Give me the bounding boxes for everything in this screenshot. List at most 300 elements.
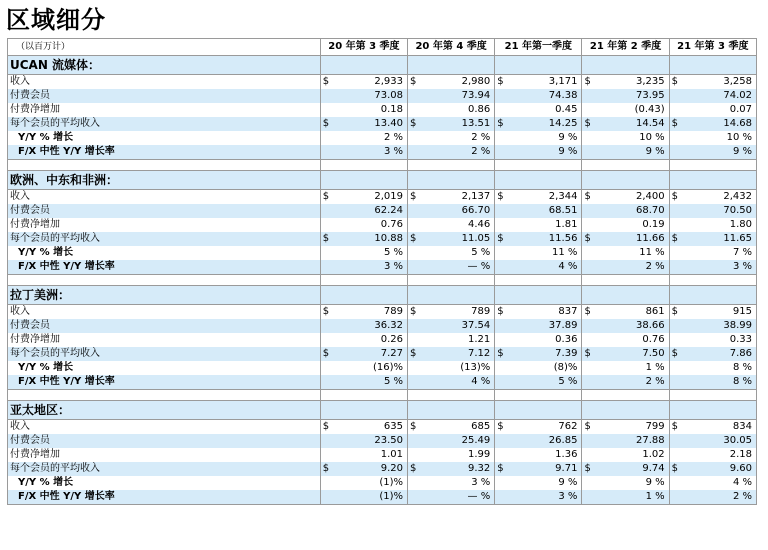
currency-symbol: $ bbox=[582, 117, 594, 131]
table-cell: 8 % bbox=[681, 361, 756, 375]
table-cell: 7.27 bbox=[332, 347, 407, 361]
currency-symbol bbox=[320, 89, 332, 103]
table-cell: — % bbox=[420, 260, 495, 275]
table-cell: 5 % bbox=[332, 246, 407, 260]
table-row bbox=[8, 361, 757, 375]
row-label: 付费净增加 bbox=[8, 333, 321, 347]
table-cell: 4 % bbox=[681, 476, 756, 490]
currency-symbol: $ bbox=[495, 117, 507, 131]
currency-symbol bbox=[669, 333, 681, 347]
table-cell: 7.86 bbox=[681, 347, 756, 361]
table-cell: 799 bbox=[594, 420, 669, 435]
currency-symbol: $ bbox=[669, 305, 681, 320]
currency-symbol bbox=[495, 89, 507, 103]
currency-symbol: $ bbox=[582, 420, 594, 435]
currency-symbol bbox=[320, 361, 332, 375]
row-label: F/X 中性 Y/Y 增长率 bbox=[8, 375, 321, 390]
row-label: F/X 中性 Y/Y 增长率 bbox=[8, 490, 321, 505]
currency-symbol: $ bbox=[408, 190, 420, 205]
currency-symbol bbox=[320, 319, 332, 333]
page-title: 区域细分 bbox=[6, 6, 106, 34]
column-header: 20 年第 3 季度 bbox=[320, 39, 407, 56]
table-cell: 915 bbox=[681, 305, 756, 320]
row-label: Y/Y % 增长 bbox=[8, 246, 321, 260]
table-cell: 1 % bbox=[594, 490, 669, 505]
spacer-row bbox=[8, 275, 757, 286]
table-cell: 9.32 bbox=[420, 462, 495, 476]
table-cell: (1)% bbox=[332, 490, 407, 505]
row-label: 付费会员 bbox=[8, 434, 321, 448]
row-label: 每个会员的平均收入 bbox=[8, 462, 321, 476]
currency-symbol bbox=[582, 361, 594, 375]
currency-symbol: $ bbox=[495, 75, 507, 90]
table-row bbox=[8, 420, 757, 435]
currency-symbol bbox=[495, 145, 507, 160]
row-label: 付费净增加 bbox=[8, 218, 321, 232]
table-row bbox=[8, 117, 757, 131]
row-label: 每个会员的平均收入 bbox=[8, 232, 321, 246]
currency-symbol bbox=[495, 204, 507, 218]
table-cell: 27.88 bbox=[594, 434, 669, 448]
currency-symbol bbox=[320, 218, 332, 232]
table-cell: 861 bbox=[594, 305, 669, 320]
table-cell: 2,432 bbox=[681, 190, 756, 205]
table-cell: 1.36 bbox=[507, 448, 582, 462]
table-cell: 3,258 bbox=[681, 75, 756, 90]
table-cell: — % bbox=[420, 490, 495, 505]
currency-symbol bbox=[669, 448, 681, 462]
table-cell: 37.54 bbox=[420, 319, 495, 333]
currency-symbol: $ bbox=[495, 232, 507, 246]
table-cell: 13.51 bbox=[420, 117, 495, 131]
currency-symbol: $ bbox=[495, 347, 507, 361]
table-cell: 0.76 bbox=[594, 333, 669, 347]
row-label: 每个会员的平均收入 bbox=[8, 347, 321, 361]
row-label: 收入 bbox=[8, 190, 321, 205]
table-cell: 10.88 bbox=[332, 232, 407, 246]
currency-symbol: $ bbox=[320, 190, 332, 205]
table-row bbox=[8, 305, 757, 320]
currency-symbol bbox=[582, 218, 594, 232]
table-row bbox=[8, 434, 757, 448]
table-cell: 1.02 bbox=[594, 448, 669, 462]
table-cell: 0.86 bbox=[420, 103, 495, 117]
table-cell: 5 % bbox=[332, 375, 407, 390]
currency-symbol bbox=[669, 375, 681, 390]
currency-symbol: $ bbox=[669, 232, 681, 246]
currency-symbol bbox=[495, 103, 507, 117]
table-cell: 11.66 bbox=[594, 232, 669, 246]
table-cell: 14.68 bbox=[681, 117, 756, 131]
table-cell: 2,019 bbox=[332, 190, 407, 205]
currency-symbol: $ bbox=[408, 420, 420, 435]
currency-symbol bbox=[408, 260, 420, 275]
table-row bbox=[8, 190, 757, 205]
currency-symbol: $ bbox=[582, 305, 594, 320]
table-cell: (8)% bbox=[507, 361, 582, 375]
currency-symbol bbox=[320, 145, 332, 160]
table-cell: 10 % bbox=[681, 131, 756, 145]
table-row bbox=[8, 145, 757, 160]
table-cell: 74.02 bbox=[681, 89, 756, 103]
currency-symbol: $ bbox=[495, 462, 507, 476]
table-cell: (16)% bbox=[332, 361, 407, 375]
currency-symbol bbox=[495, 319, 507, 333]
currency-symbol bbox=[669, 131, 681, 145]
table-cell: 9.71 bbox=[507, 462, 582, 476]
currency-symbol: $ bbox=[582, 232, 594, 246]
currency-symbol: $ bbox=[408, 232, 420, 246]
table-cell: 3,171 bbox=[507, 75, 582, 90]
currency-symbol bbox=[408, 131, 420, 145]
currency-symbol bbox=[669, 145, 681, 160]
table-row bbox=[8, 347, 757, 361]
currency-symbol bbox=[320, 260, 332, 275]
currency-symbol bbox=[582, 145, 594, 160]
currency-symbol: $ bbox=[669, 117, 681, 131]
table-cell: 9.74 bbox=[594, 462, 669, 476]
table-cell: 11 % bbox=[594, 246, 669, 260]
table-cell: 4.46 bbox=[420, 218, 495, 232]
table-cell: 7.39 bbox=[507, 347, 582, 361]
table-cell: 2 % bbox=[420, 131, 495, 145]
column-header: 21 年第 3 季度 bbox=[669, 39, 756, 56]
table-cell: 789 bbox=[332, 305, 407, 320]
table-cell: 762 bbox=[507, 420, 582, 435]
table-cell: 1.99 bbox=[420, 448, 495, 462]
currency-symbol bbox=[582, 490, 594, 505]
currency-symbol bbox=[408, 145, 420, 160]
currency-symbol bbox=[582, 333, 594, 347]
currency-symbol bbox=[408, 319, 420, 333]
table-row bbox=[8, 103, 757, 117]
table-cell: 1 % bbox=[594, 361, 669, 375]
currency-symbol: $ bbox=[582, 347, 594, 361]
currency-symbol bbox=[495, 260, 507, 275]
table-cell: 1.21 bbox=[420, 333, 495, 347]
table-cell: 0.18 bbox=[332, 103, 407, 117]
currency-symbol bbox=[408, 103, 420, 117]
currency-symbol bbox=[408, 89, 420, 103]
table-row bbox=[8, 131, 757, 145]
section-title: UCAN 流媒体： bbox=[8, 56, 321, 75]
currency-symbol: $ bbox=[582, 462, 594, 476]
currency-symbol bbox=[320, 103, 332, 117]
row-label: 付费会员 bbox=[8, 89, 321, 103]
table-cell: 30.05 bbox=[681, 434, 756, 448]
currency-symbol bbox=[320, 434, 332, 448]
table-cell: 4 % bbox=[507, 260, 582, 275]
currency-symbol: $ bbox=[320, 232, 332, 246]
row-label: 每个会员的平均收入 bbox=[8, 117, 321, 131]
currency-symbol bbox=[495, 375, 507, 390]
column-header: 20 年第 4 季度 bbox=[408, 39, 495, 56]
table-cell: 9 % bbox=[594, 145, 669, 160]
table-cell: 2 % bbox=[681, 490, 756, 505]
table-cell: 9 % bbox=[507, 476, 582, 490]
table-row bbox=[8, 75, 757, 90]
currency-symbol bbox=[495, 333, 507, 347]
currency-symbol bbox=[408, 361, 420, 375]
table-cell: 14.54 bbox=[594, 117, 669, 131]
table-cell: 1.01 bbox=[332, 448, 407, 462]
table-cell: 14.25 bbox=[507, 117, 582, 131]
currency-symbol: $ bbox=[320, 75, 332, 90]
currency-symbol: $ bbox=[582, 75, 594, 90]
table-row bbox=[8, 218, 757, 232]
table-cell: 9 % bbox=[507, 145, 582, 160]
row-label: Y/Y % 增长 bbox=[8, 476, 321, 490]
table-cell: 73.08 bbox=[332, 89, 407, 103]
row-label: F/X 中性 Y/Y 增长率 bbox=[8, 145, 321, 160]
currency-symbol: $ bbox=[669, 420, 681, 435]
row-label: Y/Y % 增长 bbox=[8, 131, 321, 145]
currency-symbol: $ bbox=[320, 117, 332, 131]
header-row bbox=[8, 39, 757, 56]
section-title: 亚太地区： bbox=[8, 401, 321, 420]
currency-symbol bbox=[495, 434, 507, 448]
currency-symbol bbox=[320, 476, 332, 490]
table-cell: 7.50 bbox=[594, 347, 669, 361]
currency-symbol bbox=[495, 476, 507, 490]
currency-symbol: $ bbox=[495, 305, 507, 320]
currency-symbol bbox=[408, 434, 420, 448]
table-cell: 66.70 bbox=[420, 204, 495, 218]
currency-symbol: $ bbox=[669, 462, 681, 476]
currency-symbol bbox=[669, 476, 681, 490]
currency-symbol bbox=[320, 333, 332, 347]
currency-symbol bbox=[669, 246, 681, 260]
table-cell: 2 % bbox=[420, 145, 495, 160]
table-cell: 73.94 bbox=[420, 89, 495, 103]
table-cell: 3 % bbox=[507, 490, 582, 505]
currency-symbol bbox=[669, 434, 681, 448]
spacer-row bbox=[8, 160, 757, 171]
spacer-row bbox=[8, 390, 757, 401]
currency-symbol: $ bbox=[669, 347, 681, 361]
table-cell: (13)% bbox=[420, 361, 495, 375]
currency-symbol bbox=[320, 131, 332, 145]
table-row bbox=[8, 333, 757, 347]
table-row bbox=[8, 232, 757, 246]
table-cell: 2,980 bbox=[420, 75, 495, 90]
unit-label: （以百万计） bbox=[8, 39, 321, 56]
table-row bbox=[8, 319, 757, 333]
row-label: 付费会员 bbox=[8, 319, 321, 333]
currency-symbol bbox=[669, 361, 681, 375]
table-cell: 5 % bbox=[507, 375, 582, 390]
currency-symbol: $ bbox=[582, 190, 594, 205]
currency-symbol bbox=[408, 375, 420, 390]
currency-symbol bbox=[320, 448, 332, 462]
table-cell: 37.89 bbox=[507, 319, 582, 333]
table-cell: 9 % bbox=[507, 131, 582, 145]
table-cell: 68.70 bbox=[594, 204, 669, 218]
table-row bbox=[8, 375, 757, 390]
currency-symbol bbox=[582, 319, 594, 333]
currency-symbol: $ bbox=[408, 117, 420, 131]
row-label: F/X 中性 Y/Y 增长率 bbox=[8, 260, 321, 275]
table-cell: 2 % bbox=[594, 260, 669, 275]
currency-symbol bbox=[320, 246, 332, 260]
section-header-row bbox=[8, 56, 757, 75]
currency-symbol bbox=[582, 448, 594, 462]
table-cell: 685 bbox=[420, 420, 495, 435]
table-cell: 36.32 bbox=[332, 319, 407, 333]
table-cell: 0.45 bbox=[507, 103, 582, 117]
table-cell: 0.19 bbox=[594, 218, 669, 232]
currency-symbol bbox=[408, 490, 420, 505]
currency-symbol bbox=[408, 476, 420, 490]
table-row bbox=[8, 476, 757, 490]
table-cell: 11 % bbox=[507, 246, 582, 260]
column-header: 21 年第一季度 bbox=[495, 39, 582, 56]
currency-symbol bbox=[669, 103, 681, 117]
currency-symbol bbox=[582, 375, 594, 390]
currency-symbol bbox=[408, 246, 420, 260]
table-cell: 834 bbox=[681, 420, 756, 435]
table-cell: 25.49 bbox=[420, 434, 495, 448]
table-cell: 10 % bbox=[594, 131, 669, 145]
currency-symbol bbox=[320, 490, 332, 505]
currency-symbol: $ bbox=[408, 305, 420, 320]
currency-symbol bbox=[582, 434, 594, 448]
currency-symbol bbox=[582, 89, 594, 103]
currency-symbol bbox=[582, 246, 594, 260]
table-cell: 635 bbox=[332, 420, 407, 435]
table-cell: 3 % bbox=[332, 145, 407, 160]
table-cell: 3 % bbox=[332, 260, 407, 275]
table-row bbox=[8, 448, 757, 462]
table-cell: 26.85 bbox=[507, 434, 582, 448]
table-cell: 9 % bbox=[594, 476, 669, 490]
table-row bbox=[8, 204, 757, 218]
section-title: 拉丁美洲： bbox=[8, 286, 321, 305]
table-cell: 38.99 bbox=[681, 319, 756, 333]
table-cell: 2 % bbox=[332, 131, 407, 145]
table-cell: 3 % bbox=[420, 476, 495, 490]
table-cell: 1.80 bbox=[681, 218, 756, 232]
table-cell: 8 % bbox=[681, 375, 756, 390]
table-cell: 38.66 bbox=[594, 319, 669, 333]
currency-symbol bbox=[320, 375, 332, 390]
table-cell: 2.18 bbox=[681, 448, 756, 462]
section-header-row bbox=[8, 286, 757, 305]
table-cell: (0.43) bbox=[594, 103, 669, 117]
table-cell: 3 % bbox=[681, 260, 756, 275]
table-row bbox=[8, 490, 757, 505]
row-label: 付费净增加 bbox=[8, 103, 321, 117]
currency-symbol bbox=[582, 204, 594, 218]
table-cell: 62.24 bbox=[332, 204, 407, 218]
currency-symbol bbox=[408, 218, 420, 232]
currency-symbol bbox=[669, 260, 681, 275]
table-cell: 0.26 bbox=[332, 333, 407, 347]
currency-symbol bbox=[495, 131, 507, 145]
currency-symbol: $ bbox=[320, 305, 332, 320]
table-cell: 0.36 bbox=[507, 333, 582, 347]
currency-symbol bbox=[408, 333, 420, 347]
row-label: 收入 bbox=[8, 305, 321, 320]
currency-symbol: $ bbox=[320, 420, 332, 435]
section-header-row bbox=[8, 401, 757, 420]
currency-symbol bbox=[582, 131, 594, 145]
table-cell: 11.05 bbox=[420, 232, 495, 246]
table-cell: 2 % bbox=[594, 375, 669, 390]
row-label: 收入 bbox=[8, 75, 321, 90]
row-label: 收入 bbox=[8, 420, 321, 435]
currency-symbol: $ bbox=[669, 75, 681, 90]
table-cell: 9 % bbox=[681, 145, 756, 160]
currency-symbol bbox=[582, 103, 594, 117]
currency-symbol: $ bbox=[669, 190, 681, 205]
row-label: 付费会员 bbox=[8, 204, 321, 218]
table-cell: 0.76 bbox=[332, 218, 407, 232]
table-body bbox=[8, 56, 757, 505]
table-cell: 0.07 bbox=[681, 103, 756, 117]
section-header-row bbox=[8, 171, 757, 190]
table-cell: 0.33 bbox=[681, 333, 756, 347]
currency-symbol bbox=[495, 490, 507, 505]
table-cell: 2,137 bbox=[420, 190, 495, 205]
table-cell: 7.12 bbox=[420, 347, 495, 361]
currency-symbol: $ bbox=[408, 347, 420, 361]
table-cell: 70.50 bbox=[681, 204, 756, 218]
table-cell: 789 bbox=[420, 305, 495, 320]
currency-symbol: $ bbox=[320, 462, 332, 476]
table-cell: 3,235 bbox=[594, 75, 669, 90]
table-row bbox=[8, 89, 757, 103]
currency-symbol bbox=[408, 448, 420, 462]
table-cell: (1)% bbox=[332, 476, 407, 490]
currency-symbol: $ bbox=[408, 462, 420, 476]
table-row bbox=[8, 462, 757, 476]
currency-symbol bbox=[582, 476, 594, 490]
currency-symbol bbox=[669, 218, 681, 232]
regional-breakdown-table bbox=[7, 38, 757, 505]
table-cell: 5 % bbox=[420, 246, 495, 260]
currency-symbol bbox=[495, 218, 507, 232]
table-cell: 11.56 bbox=[507, 232, 582, 246]
currency-symbol bbox=[669, 89, 681, 103]
currency-symbol: $ bbox=[495, 190, 507, 205]
table-cell: 7 % bbox=[681, 246, 756, 260]
table-cell: 68.51 bbox=[507, 204, 582, 218]
currency-symbol bbox=[669, 204, 681, 218]
currency-symbol bbox=[582, 260, 594, 275]
currency-symbol bbox=[669, 490, 681, 505]
currency-symbol: $ bbox=[495, 420, 507, 435]
table-cell: 4 % bbox=[420, 375, 495, 390]
table-cell: 73.95 bbox=[594, 89, 669, 103]
section-title: 欧洲、中东和非洲： bbox=[8, 171, 321, 190]
table-cell: 23.50 bbox=[332, 434, 407, 448]
table-cell: 2,344 bbox=[507, 190, 582, 205]
currency-symbol bbox=[495, 361, 507, 375]
table-cell: 837 bbox=[507, 305, 582, 320]
currency-symbol bbox=[320, 204, 332, 218]
table-cell: 9.20 bbox=[332, 462, 407, 476]
table-cell: 2,400 bbox=[594, 190, 669, 205]
row-label: 付费净增加 bbox=[8, 448, 321, 462]
column-header: 21 年第 2 季度 bbox=[582, 39, 669, 56]
currency-symbol: $ bbox=[408, 75, 420, 90]
table-cell: 74.38 bbox=[507, 89, 582, 103]
currency-symbol bbox=[408, 204, 420, 218]
currency-symbol bbox=[495, 246, 507, 260]
table-cell: 9.60 bbox=[681, 462, 756, 476]
table-cell: 2,933 bbox=[332, 75, 407, 90]
